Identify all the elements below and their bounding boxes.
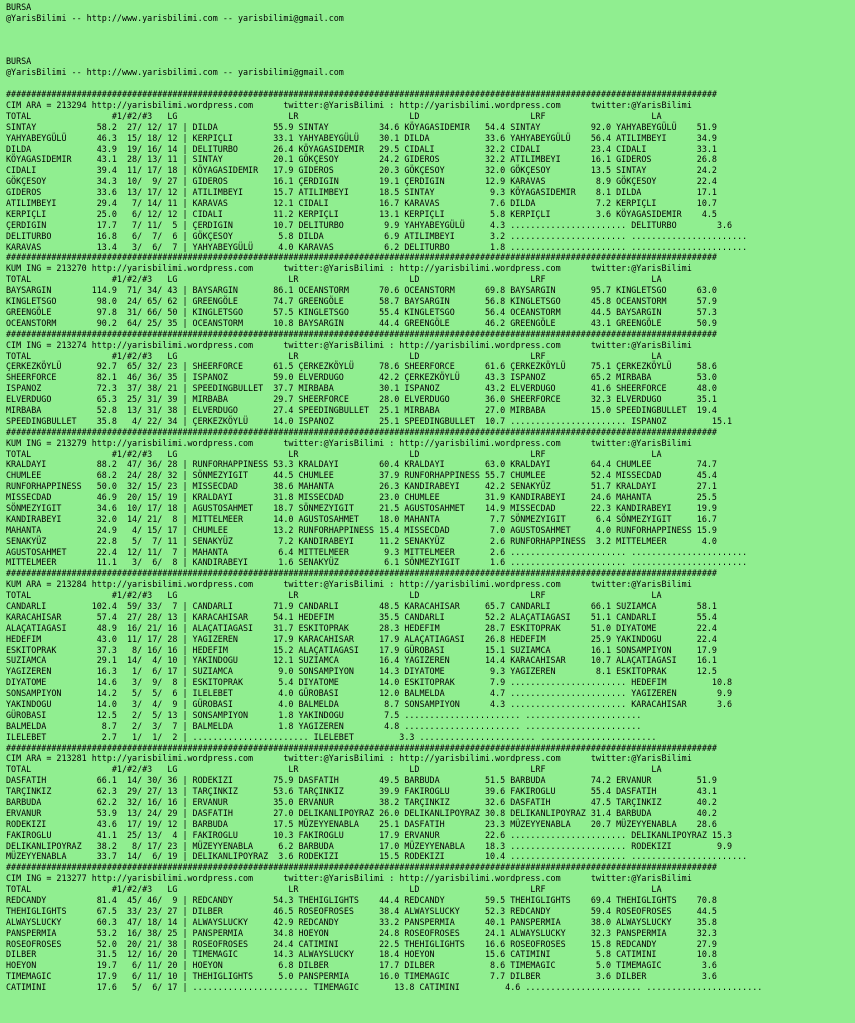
blank-line	[6, 24, 855, 35]
horse-row: ÇERKEZKÖYLÜ 92.7 65/ 32/ 23 | SHEERFORCE 61.5 ÇERKEZKÖYLÜ 78.6 SHEERFORCE 61.6 ÇERKEZKÖYLÜ 75.1 ÇERKEZKÖYLÜ 58.6	[6, 361, 717, 372]
horse-row: SPEEDINGBULLET 35.8 4/ 22/ 34 | ÇERKEZKÖYLÜ 14.0 ISPANOZ 25.1 SPEEDINGBULLET 10.7 ....................... ISPANOZ 15.1	[6, 415, 733, 426]
text-line: BURSA	[6, 56, 32, 67]
horse-row: KERPIÇLI 25.0 6/ 12/ 12 | CIDALI 11.2 KERPIÇLI 13.1 KERPIÇLI 5.8 KERPIÇLI 3.6 KÖYAGASIDEMIR 4.5	[6, 208, 717, 219]
horse-row: TARÇINKIZ 62.3 29/ 27/ 13 | TARÇINKIZ 53.6 TARÇINKIZ 39.9 FAKIROGLU 39.6 FAKIROGLU 55.4 DASFATIH 43.1	[6, 786, 717, 797]
horse-row: ESKITOPRAK 37.3 8/ 16/ 16 | HEDEFIM 15.2 ALAÇATIAGASI 17.9 GÜROBASI 15.1 SUZIAMCA 16.1 SONSAMPIYON 17.9	[6, 644, 717, 655]
horse-row: THEHIGLIGHTS 67.5 33/ 23/ 27 | DILBER 46.5 ROSEOFROSES 38.4 ALWAYSLUCKY 52.3 REDCANDY 59.4 ROSEOFROSES 44.5	[6, 905, 717, 916]
race-header-line: KUM ING = 213279 http://yarisbilimi.wordpress.com twitter:@YarisBilimi : http://yarisbilimi.wordpress.com twitter:@YarisBilimi	[6, 437, 692, 448]
horse-row: RUNFORHAPPINESS 50.0 32/ 15/ 23 | MISSECDAD 38.6 MAHANTA 26.3 KANDIRABEYI 42.2 SENAKYÜZ 51.7 KRALDAYI 27.1	[6, 481, 717, 492]
text-line: BURSA	[6, 2, 32, 12]
horse-row: GÖKÇESOY 34.3 10/ 9/ 27 | GIDEROS 16.1 ÇERDIGIN 19.1 ÇERDIGIN 12.9 KARAVAS 8.9 GÖKÇESOY 22.4	[6, 176, 717, 187]
race-header-line: CIM ING = 213277 http://yarisbilimi.wordpress.com twitter:@YarisBilimi : http://yarisbilimi.wordpress.com twitter:@YarisBilimi	[6, 873, 692, 884]
horse-row: CIDALI 39.4 11/ 17/ 18 | KÖYAGASIDEMIR 17.9 GIDEROS 20.3 GÖKÇESOY 32.0 GÖKÇESOY 13.5 SINTAY 24.2	[6, 165, 717, 176]
text-line: @YarisBilimi -- http://www.yarisbilimi.com -- yarisbilimi@gmail.com	[6, 67, 344, 78]
horse-row: ROSEOFROSES 52.0 20/ 21/ 38 | ROSEOFROSES 24.4 CATIMINI 22.5 THEHIGLIGHTS 16.6 ROSEOFROSES 15.8 REDCANDY 27.9	[6, 938, 717, 949]
separator-line: #############################################################################################################################################	[6, 252, 717, 263]
horse-row: YAKINDOGU 14.0 3/ 4/ 9 | GÜROBASI 4.0 BALMELDA 8.7 SONSAMPIYON 4.3 ....................... KARACAHISAR 3.6	[6, 699, 733, 709]
horse-row: DELIKANLIPOYRAZ 38.2 8/ 17/ 23 | MÜZEYYENABLA 6.2 BARBUDA 17.0 MÜZEYYENABLA 18.3 ....................... RODEKIZI 9.9	[6, 840, 733, 851]
horse-row: MAHANTA 24.9 4/ 15/ 17 | CHUMLEE 13.2 RUNFORHAPPINESS 15.4 MISSECDAD 7.0 AGUSTOSAHMET 4.0 RUNFORHAPPINESS 15.9	[6, 524, 717, 535]
horse-row: CANDARLI 102.4 59/ 33/ 7 | CANDARLI 71.9 CANDARLI 48.5 KARACAHISAR 65.7 CANDARLI 66.1 SUZIAMCA 58.1	[6, 600, 717, 611]
column-header-line: TOTAL #1/#2/#3 LG LR LD LRF LA	[6, 350, 662, 361]
horse-row: DILBER 31.5 12/ 16/ 20 | TIMEMAGIC 14.3 ALWAYSLUCKY 18.4 HOEYON 15.6 CATIMINI 5.8 CATIMINI 10.8	[6, 949, 717, 960]
column-header-line: TOTAL #1/#2/#3 LG LR LD LRF LA	[6, 884, 662, 895]
horse-row: GREENGÖLE 97.8 31/ 66/ 50 | KINGLETSGO 57.5 KINGLETSGO 55.4 KINGLETSGO 56.4 OCEANSTORM 44.5 BAYSARGIN 57.3	[6, 306, 717, 317]
horse-row: KÖYAGASIDEMIR 43.1 28/ 13/ 11 | SINTAY 20.1 GÖKÇESOY 24.2 GIDEROS 32.2 ATILIMBEYI 16.1 GIDEROS 26.8	[6, 154, 717, 165]
race-header-line: CIM ARA = 213281 http://yarisbilimi.wordpress.com twitter:@YarisBilimi : http://yarisbilimi.wordpress.com twitter:@YarisBilimi	[6, 753, 692, 764]
horse-row: ALAÇATIAGASI 48.9 16/ 21/ 16 | ALAÇATIAGASI 31.7 ESKITOPRAK 28.3 HEDEFIM 28.7 ESKITOPRAK 51.0 DIYATOME 22.4	[6, 622, 717, 633]
text-line: @YarisBilimi -- http://www.yarisbilimi.com -- yarisbilimi@gmail.com	[6, 12, 344, 23]
column-header-line: TOTAL #1/#2/#3 LG LR LD LRF LA	[6, 110, 662, 121]
horse-row: SHEERFORCE 82.1 46/ 36/ 35 | ISPANOZ 59.0 ELVERDUGO 42.2 ÇERKEZKÖYLÜ 43.3 ISPANOZ 65.2 MIRBABA 53.0	[6, 372, 717, 383]
horse-row: ELVERDUGO 65.3 25/ 31/ 39 | MIRBABA 29.7 SHEERFORCE 28.0 ELVERDUGO 36.0 SHEERFORCE 32.3 ELVERDUGO 35.1	[6, 394, 717, 405]
separator-line: #############################################################################################################################################	[6, 742, 717, 753]
separator-line: #############################################################################################################################################	[6, 89, 717, 100]
blank-line	[6, 78, 855, 89]
blank-line	[6, 46, 855, 57]
horse-row: HEDEFIM 43.0 11/ 17/ 28 | YAGIZEREN 17.9 KARACAHISAR 17.9 ALAÇATIAGASI 26.8 HEDEFIM 25.9 YAKINDOGU 22.4	[6, 633, 717, 644]
separator-line: #############################################################################################################################################	[6, 568, 717, 579]
horse-row: REDCANDY 81.4 45/ 46/ 9 | REDCANDY 54.3 THEHIGLIGHTS 44.4 REDCANDY 59.5 THEHIGLIGHTS 69.4 THEHIGLIGHTS 70.8	[6, 895, 717, 906]
race-header-line: CIM ING = 213274 http://yarisbilimi.wordpress.com twitter:@YarisBilimi : http://yarisbilimi.wordpress.com twitter:@YarisBilimi	[6, 339, 692, 350]
race-header-line: KUM ARA = 213284 http://yarisbilimi.wordpress.com twitter:@YarisBilimi : http://yarisbilimi.wordpress.com twitter:@YarisBilimi	[6, 579, 692, 590]
horse-row: KINGLETSGO 98.0 24/ 65/ 62 | GREENGÖLE 74.7 GREENGÖLE 58.7 BAYSARGIN 56.8 KINGLETSGO 45.8 OCEANSTORM 57.9	[6, 296, 717, 307]
horse-row: RODEKIZI 43.6 17/ 19/ 12 | BARBUDA 17.5 MÜZEYYENABLA 25.1 DASFATIH 23.3 MÜZEYYENABLA 20.7 MÜZEYYENABLA 28.6	[6, 818, 717, 829]
horse-row: ALWAYSLUCKY 60.3 47/ 18/ 14 | ALWAYSLUCKY 42.9 REDCANDY 33.2 PANSPERMIA 40.1 PANSPERMIA 38.0 ALWAYSLUCKY 35.8	[6, 916, 717, 927]
horse-row: MITTELMEER 11.1 3/ 6/ 8 | KANDIRABEYI 1.6 SENAKYÜZ 6.1 SÖNMEZYIGIT 1.6 ....................... .......................	[6, 557, 748, 568]
horse-row: DELITURBO 16.8 6/ 7/ 6 | GÖKÇESOY 5.8 DILDA 6.9 ATILIMBEYI 3.2 ....................... .......................	[6, 230, 748, 241]
horse-row: BAYSARGIN 114.9 71/ 34/ 43 | BAYSARGIN 86.1 OCEANSTORM 70.6 OCEANSTORM 69.8 BAYSARGIN 95.7 KINGLETSGO 63.0	[6, 285, 717, 296]
horse-row: SÖNMEZYIGIT 34.6 10/ 17/ 18 | AGUSTOSAHMET 18.7 SÖNMEZYIGIT 21.5 AGUSTOSAHMET 14.9 MISSECDAD 22.3 KANDIRABEYI 19.9	[6, 502, 717, 513]
horse-row: KANDIRABEYI 32.0 14/ 21/ 8 | MITTELMEER 14.0 AGUSTOSAHMET 18.0 MAHANTA 7.7 SÖNMEZYIGIT 6.4 SÖNMEZYIGIT 16.7	[6, 513, 717, 524]
separator-line: #############################################################################################################################################	[6, 328, 717, 339]
column-header-line: TOTAL #1/#2/#3 LG LR LD LRF LA	[6, 764, 662, 775]
race-header-line: CIM ARA = 213294 http://yarisbilimi.wordpress.com twitter:@YarisBilimi : http://yarisbilimi.wordpress.com twitter:@YarisBilimi	[6, 100, 692, 111]
horse-row: CATIMINI 17.6 5/ 6/ 17 | ....................... TIMEMAGIC 13.8 CATIMINI 4.6 ....................... .......................	[6, 982, 763, 993]
column-header-line: TOTAL #1/#2/#3 LG LR LD LRF LA	[6, 448, 662, 459]
horse-row: MÜZEYYENABLA 33.7 14/ 6/ 19 | DELIKANLIPOYRAZ 3.6 RODEKIZI 15.5 RODEKIZI 10.4 ....................... .......................	[6, 851, 748, 862]
horse-row: KARACAHISAR 57.4 27/ 28/ 13 | KARACAHISAR 54.1 HEDEFIM 35.5 CANDARLI 52.2 ALAÇATIAGASI 51.1 CANDARLI 55.4	[6, 611, 717, 622]
horse-row: YAGIZEREN 16.3 1/ 6/ 17 | SUZIAMCA 9.0 SONSAMPIYON 14.3 DIYATOME 9.3 YAGIZEREN 8.1 ESKITOPRAK 12.5	[6, 666, 717, 677]
horse-row: MISSECDAD 46.9 20/ 15/ 19 | KRALDAYI 31.8 MISSECDAD 23.0 CHUMLEE 31.9 KANDIRABEYI 24.6 MAHANTA 25.5	[6, 492, 717, 503]
horse-row: SUZIAMCA 29.1 14/ 4/ 10 | YAKINDOGU 12.1 SUZIAMCA 16.4 YAGIZEREN 14.4 KARACAHISAR 10.7 ALAÇATIAGASI 16.1	[6, 655, 717, 666]
horse-row: CHUMLEE 68.2 24/ 28/ 32 | SÖNMEZYIGIT 44.5 CHUMLEE 37.9 RUNFORHAPPINESS 55.7 CHUMLEE 52.4 MISSECDAD 45.4	[6, 470, 717, 481]
horse-row: ERVANUR 53.9 13/ 24/ 29 | DASFATIH 27.0 DELIKANLIPOYRAZ 26.0 DELIKANLIPOYRAZ 30.8 DELIKANLIPOYRAZ 31.4 BARBUDA 40.2	[6, 807, 717, 818]
race-header-line: KUM ING = 213270 http://yarisbilimi.wordpress.com twitter:@YarisBilimi : http://yarisbilimi.wordpress.com twitter:@YarisBilimi	[6, 263, 692, 274]
horse-row: PANSPERMIA 53.2 16/ 38/ 25 | PANSPERMIA 34.8 HOEYON 24.8 ROSEOFROSES 24.1 ALWAYSLUCKY 32.3 PANSPERMIA 32.3	[6, 927, 717, 938]
horse-row: GÜROBASI 12.5 2/ 5/ 13 | SONSAMPIYON 1.8 YAKINDOGU 7.5 ....................... .......................	[6, 709, 642, 720]
horse-row: TIMEMAGIC 17.9 6/ 11/ 10 | THEHIGLIGHTS 5.0 PANSPERMIA 16.0 TIMEMAGIC 7.7 DILBER 3.6 DILBER 3.6	[6, 971, 717, 982]
horse-row: ISPANOZ 72.3 37/ 38/ 21 | SPEEDINGBULLET 37.7 MIRBABA 30.1 ISPANOZ 43.2 ELVERDUGO 41.6 SHEERFORCE 48.0	[6, 383, 717, 394]
horse-row: ÇERDIGIN 17.7 7/ 11/ 5 | ÇERDIGIN 10.7 DELITURBO 9.9 YAHYABEYGÜLÜ 4.3 ....................... DELITURBO 3.6	[6, 219, 733, 230]
horse-row: KRALDAYI 88.2 47/ 36/ 28 | RUNFORHAPPINESS 53.3 KRALDAYI 60.4 KRALDAYI 63.0 KRALDAYI 64.4 CHUMLEE 74.7	[6, 459, 717, 470]
horse-row: OCEANSTORM 90.2 64/ 25/ 35 | OCEANSTORM 10.8 BAYSARGIN 44.4 GREENGÖLE 46.2 GREENGÖLE 43.1 GREENGÖLE 50.9	[6, 317, 717, 328]
horse-row: ILELEBET 2.7 1/ 1/ 2 | ....................... ILELEBET 3.3 ....................... .......................	[6, 731, 657, 742]
blank-line	[6, 35, 855, 46]
horse-row: SONSAMPIYON 14.2 5/ 5/ 6 | ILELEBET 4.0 GÜROBASI 12.0 BALMELDA 4.7 ....................... YAGIZEREN 9.9	[6, 688, 733, 699]
horse-row: HOEYON 19.7 6/ 11/ 20 | HOEYON 6.8 DILBER 17.7 DILBER 8.6 TIMEMAGIC 5.0 TIMEMAGIC 3.6	[6, 960, 717, 971]
separator-line: #############################################################################################################################################	[6, 426, 717, 437]
horse-row: DILDA 43.9 19/ 16/ 14 | DELITURBO 26.4 KÖYAGASIDEMIR 29.5 CIDALI 32.2 CIDALI 23.4 CIDALI 33.1	[6, 143, 717, 154]
horse-row: GIDEROS 33.6 13/ 17/ 12 | ATILIMBEYI 15.7 ATILIMBEYI 18.5 SINTAY 9.3 KÖYAGASIDEMIR 8.1 DILDA 17.1	[6, 187, 717, 198]
horse-row: YAHYABEYGÜLÜ 46.3 15/ 18/ 12 | KERPIÇLI 33.1 YAHYABEYGÜLÜ 30.1 DILDA 33.6 YAHYABEYGÜLÜ 56.4 ATILIMBEYI 34.9	[6, 132, 717, 143]
separator-line: #############################################################################################################################################	[6, 862, 717, 873]
horse-row: DASFATIH 66.1 14/ 30/ 36 | RODEKIZI 75.9 DASFATIH 49.5 BARBUDA 51.5 BARBUDA 74.2 ERVANUR 51.9	[6, 775, 717, 786]
horse-row: MIRBABA 52.8 13/ 31/ 38 | ELVERDUGO 27.4 SPEEDINGBULLET 25.1 MIRBABA 27.0 MIRBABA 15.0 SPEEDINGBULLET 19.4	[6, 404, 717, 415]
horse-row: SENAKYÜZ 22.8 5/ 7/ 11 | SENAKYÜZ 7.2 KANDIRABEYI 11.2 SENAKYÜZ 2.6 RUNFORHAPPINESS 3.2 MITTELMEER 4.0	[6, 535, 717, 546]
horse-row: AGUSTOSAHMET 22.4 12/ 11/ 7 | MAHANTA 6.4 MITTELMEER 9.3 MITTELMEER 2.6 ....................... .......................	[6, 546, 748, 557]
horse-row: SINTAY 58.2 27/ 12/ 17 | DILDA 55.9 SINTAY 34.6 KÖYAGASIDEMIR 54.4 SINTAY 92.0 YAHYABEYGÜLÜ 51.9	[6, 121, 717, 132]
horse-row: FAKIROGLU 41.1 25/ 13/ 4 | FAKIROGLU 10.3 FAKIROGLU 17.9 ERVANUR 22.6 ....................... DELIKANLIPOYRAZ 15.3	[6, 829, 733, 840]
horse-row: BALMELDA 8.7 2/ 3/ 7 | BALMELDA 1.8 YAGIZEREN 4.8 ....................... .......................	[6, 720, 642, 731]
horse-row: ATILIMBEYI 29.4 7/ 14/ 11 | KARAVAS 12.1 CIDALI 16.7 KARAVAS 7.6 DILDA 7.2 KERPIÇLI 10.7	[6, 198, 717, 209]
column-header-line: TOTAL #1/#2/#3 LG LR LD LRF LA	[6, 274, 662, 285]
horse-row: KARAVAS 13.4 3/ 6/ 7 | YAHYABEYGÜLÜ 4.0 KARAVAS 6.2 DELITURBO 1.8 ....................... .......................	[6, 241, 748, 252]
column-header-line: TOTAL #1/#2/#3 LG LR LD LRF LA	[6, 590, 662, 601]
horse-row: DIYATOME 14.6 3/ 9/ 8 | ESKITOPRAK 5.4 DIYATOME 14.0 ESKITOPRAK 7.9 ....................... HEDEFIM 10.8	[6, 677, 733, 688]
horse-row: BARBUDA 62.2 32/ 16/ 16 | ERVANUR 35.0 ERVANUR 38.2 TARÇINKIZ 32.6 DASFATIH 47.5 TARÇINKIZ 40.2	[6, 797, 717, 808]
